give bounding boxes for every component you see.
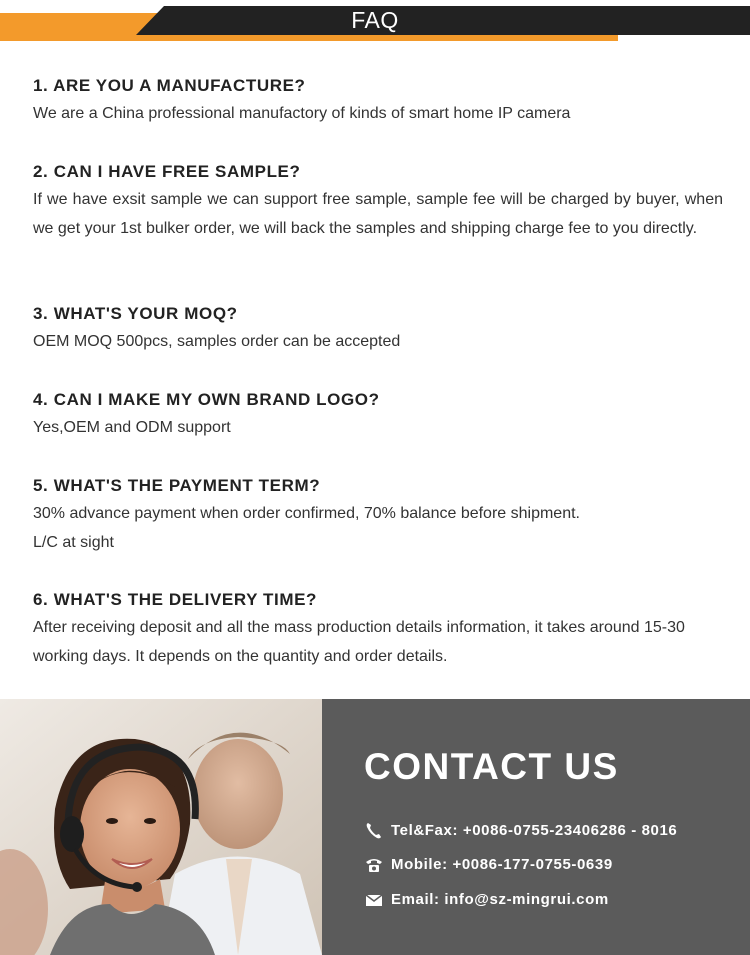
envelope-icon [364,890,384,910]
contact-tel-fax [364,820,677,842]
faq-item [33,302,723,357]
faq-answer: Yes,OEM and ODM support [33,419,231,436]
contact-tel-fax-value[interactable]: +0086-0755-23406286 - 8016 [462,822,678,840]
contact-email [364,889,609,911]
contact-mobile-label: Mobile: [391,856,448,874]
faq-item [33,588,723,671]
faq-answer: L/C at sight [33,533,114,551]
faq-answer: After receiving deposit and all the mass production details information, it takes around 15-30 working days. It depends on the quantity and order details. [33,619,685,665]
telephone-icon [364,855,384,875]
customer-service-photo [0,699,322,955]
page-title: FAQ [351,7,399,33]
faq-question: 2. CAN I HAVE FREE SAMPLE? [33,162,301,181]
faq-question: 4. CAN I MAKE MY OWN BRAND LOGO? [33,390,380,409]
faq-banner [0,0,750,44]
faq-answer: 30% advance payment when order confirmed, 70% balance before shipment. [33,505,580,522]
contact-email-label: Email: [391,891,440,909]
faq-item [33,474,723,557]
phone-handset-icon [364,821,384,841]
contact-title: CONTACT US [364,746,619,787]
faq-question: 3. WHAT'S YOUR MOQ? [33,304,238,323]
faq-question: 1. ARE YOU A MANUFACTURE? [33,76,306,95]
faq-item [33,388,723,443]
faq-question: 5. WHAT'S THE PAYMENT TERM? [33,476,321,495]
faq-answer: If we have exsit sample we can support free sample, sample fee will be charged by buyer, when we get your 1st bulker order, we will back the samples and shipping charge fee to you directly. [33,191,723,237]
contact-panel [322,699,750,955]
faq-question: 6. WHAT'S THE DELIVERY TIME? [33,590,318,609]
contact-mobile-value[interactable]: +0086-177-0755-0639 [452,856,613,874]
contact-mobile [364,854,613,876]
faq-answer: OEM MOQ 500pcs, samples order can be accepted [33,333,401,350]
contact-email-value[interactable]: info@sz-mingrui.com [444,891,609,909]
faq-answer: We are a China professional manufactory of kinds of smart home IP camera [33,105,571,122]
faq-item [33,74,723,129]
faq-item [33,160,723,243]
contact-tel-fax-label: Tel&Fax: [391,822,459,840]
contact-section [0,699,750,955]
